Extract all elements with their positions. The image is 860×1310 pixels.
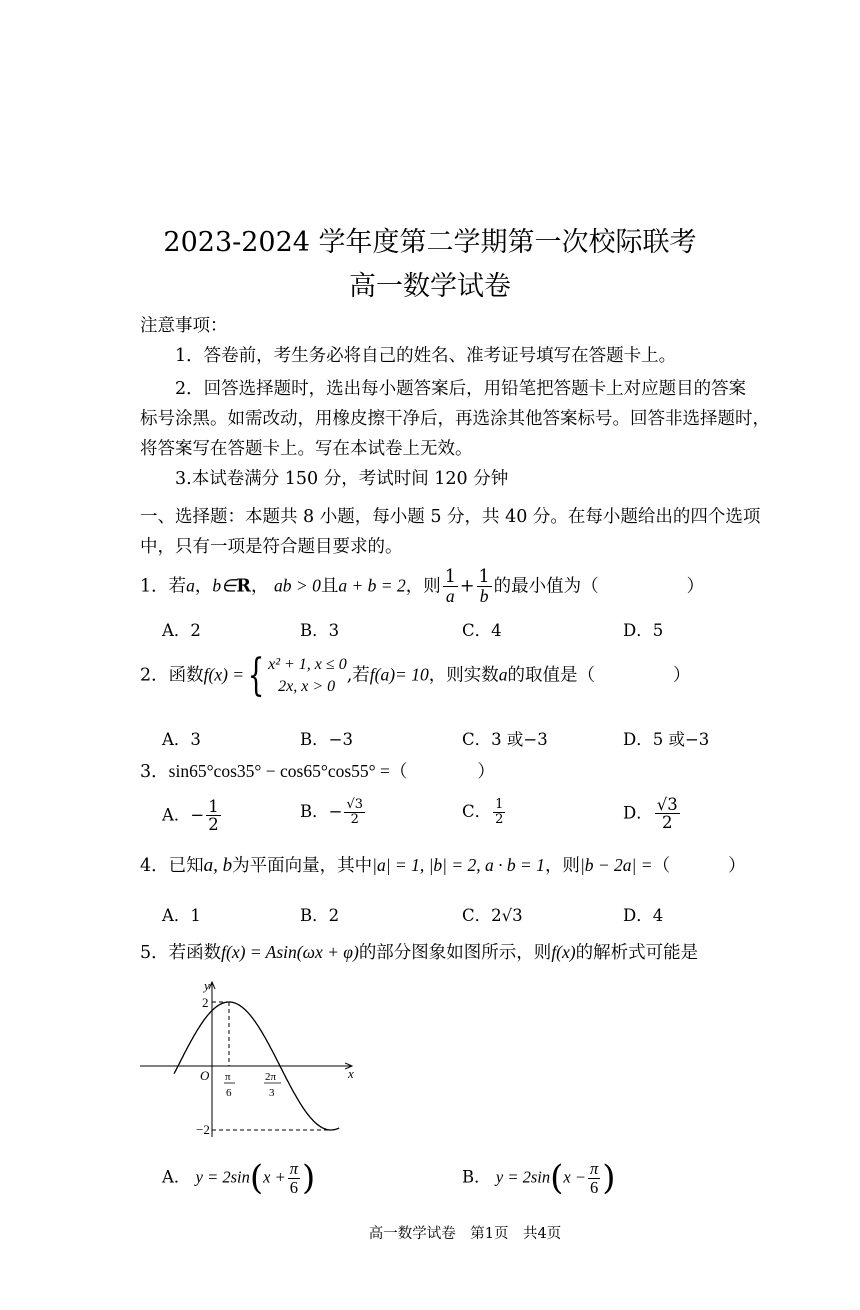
q5-origin-label: O xyxy=(200,1068,210,1083)
q4-option-c: C．2√3 xyxy=(462,906,523,925)
notice-item-3: 3.本试卷满分 150 分，考试时间 120 分钟 xyxy=(175,469,509,489)
q2-case1: x² + 1, x ≤ 0 xyxy=(268,656,347,673)
q1-then: ，则 xyxy=(405,576,441,597)
q3-opt-c-frac xyxy=(493,798,505,826)
q3-opt-d-frac xyxy=(655,796,680,832)
q4-vectors: a, b xyxy=(203,855,233,876)
q1-and: 且 xyxy=(320,576,339,597)
q5-graph xyxy=(140,972,370,1142)
q2-cases xyxy=(268,654,347,698)
q5-fx: f(x) = Asin(ωx + φ) xyxy=(221,942,359,962)
q3-opt-b-num: √3 xyxy=(346,797,364,813)
q3-open: （ xyxy=(389,762,408,782)
q1-close: ） xyxy=(686,576,705,597)
q3-expr: sin65°cos35° − cos65°cos55° = xyxy=(168,761,390,781)
q2-fa: f xyxy=(369,664,375,685)
notice-heading: 注意事项： xyxy=(140,316,228,336)
q2-option-b: B．−3 xyxy=(300,730,353,749)
q3-option-b xyxy=(300,798,367,827)
q5-tick1-den: 6 xyxy=(226,1087,232,1099)
question-1 xyxy=(140,568,704,606)
q5-opt-b-inner: x − xyxy=(563,1167,586,1187)
q5-tail: 的解析式可能是 xyxy=(575,943,699,963)
q5-opt-b-expr: y = 2sin xyxy=(495,1167,551,1187)
q4-option-b: B．2 xyxy=(300,906,340,925)
q3-option-d xyxy=(623,796,682,832)
q5-opt-a-den: 6 xyxy=(289,1177,299,1197)
q5-tick1-num: π xyxy=(225,1071,231,1083)
q3-option-a xyxy=(162,798,223,834)
q2-tail: ，则实数 xyxy=(428,665,499,686)
q3-opt-c-label: C． xyxy=(462,802,492,821)
q3-opt-c-den: 2 xyxy=(495,812,504,827)
q5-mid: 的部分图象如图所示，则 xyxy=(358,943,552,963)
q1-frac2-den: b xyxy=(479,586,489,607)
page-footer: 高一数学试卷 第1页 共4页 xyxy=(368,1226,562,1242)
q1-var-a: a xyxy=(186,575,195,596)
q1-option-b: B．3 xyxy=(300,621,340,640)
q5-opt-b-frac xyxy=(588,1160,600,1196)
question-5 xyxy=(140,939,698,964)
q1-frac1-den: a xyxy=(445,586,455,607)
question-2 xyxy=(140,650,691,701)
exam-title: 2023-2024 学年度第二学期第一次校际联考 xyxy=(163,227,697,258)
q1-sep: ， xyxy=(194,576,213,597)
q1-frac2 xyxy=(477,568,492,606)
q3-opt-d-num: √3 xyxy=(656,795,678,814)
q4-ask: |b − 2a| = xyxy=(579,855,653,875)
q1-plus: + xyxy=(459,576,475,597)
q3-opt-b-den: 2 xyxy=(350,812,359,827)
notice-item-2-line2: 标号涂黑。如需改动，用橡皮擦干净后，再选涂其他答案标号。回答非选择题时， xyxy=(140,409,770,429)
q2-mid: ,若 xyxy=(346,665,370,686)
section1-intro-line2: 中，只有一项是符合题目要求的。 xyxy=(140,537,403,557)
q5-opt-b-den: 6 xyxy=(589,1177,599,1197)
q5-number: 5．若函数 xyxy=(140,943,222,963)
q1-option-a: A．2 xyxy=(162,621,201,640)
q3-opt-b-sign: − xyxy=(328,802,343,821)
q3-opt-a-sign: − xyxy=(190,805,205,825)
q2-option-c: C．3 或−3 xyxy=(462,730,548,749)
q1-number: 1．若 xyxy=(140,576,187,597)
q5-option-b: B． y = 2sin(x − $\frac{\pi}{6}$ ) xyxy=(462,1158,616,1198)
section1-intro-line1: 一、选择题：本题共 8 小题，每小题 5 分，共 40 分。在每小题给出的四个选项 xyxy=(140,507,761,527)
q5-opt-b-num: π xyxy=(589,1159,599,1179)
q1-cond2: a + b = 2 xyxy=(338,575,406,596)
notice-item-2-line3: 将答案写在答题卡上。写在本试卷上无效。 xyxy=(140,439,473,459)
q3-option-c xyxy=(462,798,507,827)
exam-subtitle: 高一数学试卷 xyxy=(349,271,511,302)
q4-close: ） xyxy=(728,856,746,876)
notice-item-1: 1．答卷前，考生务必将自己的姓名、准考证号填写在答题卡上。 xyxy=(175,346,677,366)
q3-opt-a-den: 2 xyxy=(208,815,219,835)
q3-opt-a-label: A． xyxy=(162,805,191,825)
q5-ymin-label: −2 xyxy=(196,1122,210,1137)
q5-fx2: f(x) xyxy=(551,942,576,962)
q5-x-label: x xyxy=(348,1066,354,1081)
q2-option-a: A．3 xyxy=(162,730,201,749)
q2-case2: 2x, x > 0 xyxy=(278,678,336,695)
notice-item-2-line1: 2．回答选择题时，选出每小题答案后，用铅笔把答题卡上对应题目的答案 xyxy=(175,379,747,399)
q3-opt-d-den: 2 xyxy=(661,813,673,833)
q2-tail2: 的取值是（ xyxy=(507,665,595,686)
q2-eq: = 10 xyxy=(395,664,429,685)
q5-opt-a-expr: y = 2sin xyxy=(195,1167,250,1187)
question-3 xyxy=(140,758,495,783)
q1-option-c: C．4 xyxy=(462,621,502,640)
q5-opt-a-inner: x + xyxy=(263,1167,286,1187)
q5-tick2-den: 3 xyxy=(269,1087,275,1099)
q3-opt-b-frac xyxy=(344,798,365,826)
q5-opt-b-label: B． xyxy=(462,1167,491,1187)
q5-y-label: y xyxy=(204,978,210,993)
q3-opt-b-label: B． xyxy=(300,802,329,821)
q1-b-in: b∈ xyxy=(212,575,237,596)
q1-cond1: ab > 0 xyxy=(274,575,321,596)
q4-option-a: A．1 xyxy=(162,906,201,925)
q4-number: 4．已知 xyxy=(140,856,204,876)
q2-var-a: a xyxy=(498,664,508,685)
question-4 xyxy=(140,852,746,877)
q3-opt-a-num: 1 xyxy=(208,797,219,816)
q1-option-d: D．5 xyxy=(623,621,664,640)
q1-frac1 xyxy=(443,568,458,606)
q1-sep2: ， xyxy=(250,576,269,597)
q2-option-d: D．5 或−3 xyxy=(623,730,710,749)
q4-conditions: |a| = 1, |b| = 2, a · b = 1 xyxy=(372,855,545,875)
q5-opt-a-num: π xyxy=(289,1159,299,1179)
q3-opt-d-label: D． xyxy=(623,803,653,823)
q4-option-d: D．4 xyxy=(623,906,664,925)
q3-close: ） xyxy=(477,762,495,782)
q3-number: 3． xyxy=(140,762,169,782)
q5-tick2-num: 2π xyxy=(265,1071,277,1083)
q3-opt-a-frac xyxy=(206,798,221,834)
q1-frac1-num: 1 xyxy=(444,567,456,587)
q2-number: 2．函数 xyxy=(140,665,204,686)
q4-mid: 为平面向量，其中 xyxy=(232,856,373,876)
q2-close: ） xyxy=(672,665,691,686)
q2-brace: { xyxy=(247,650,265,701)
q2-fa-arg: (a) xyxy=(374,664,396,685)
q5-opt-a-frac xyxy=(288,1160,300,1196)
q5-option-a: A． y = 2sin(x + $\frac{\pi}{6}$ ) xyxy=(162,1158,316,1198)
q5-ymax-label: 2 xyxy=(202,995,209,1010)
q1-frac2-num: 1 xyxy=(478,567,490,587)
q5-opt-a-label: A． xyxy=(162,1167,191,1187)
q1-set-R: R xyxy=(236,576,251,597)
q2-fx: f(x) = xyxy=(203,664,245,685)
q3-opt-c-num: 1 xyxy=(495,797,504,813)
q4-then: ，则 xyxy=(544,856,580,876)
q1-tail: 的最小值为（ xyxy=(493,576,599,597)
q4-open: （ xyxy=(652,856,671,876)
